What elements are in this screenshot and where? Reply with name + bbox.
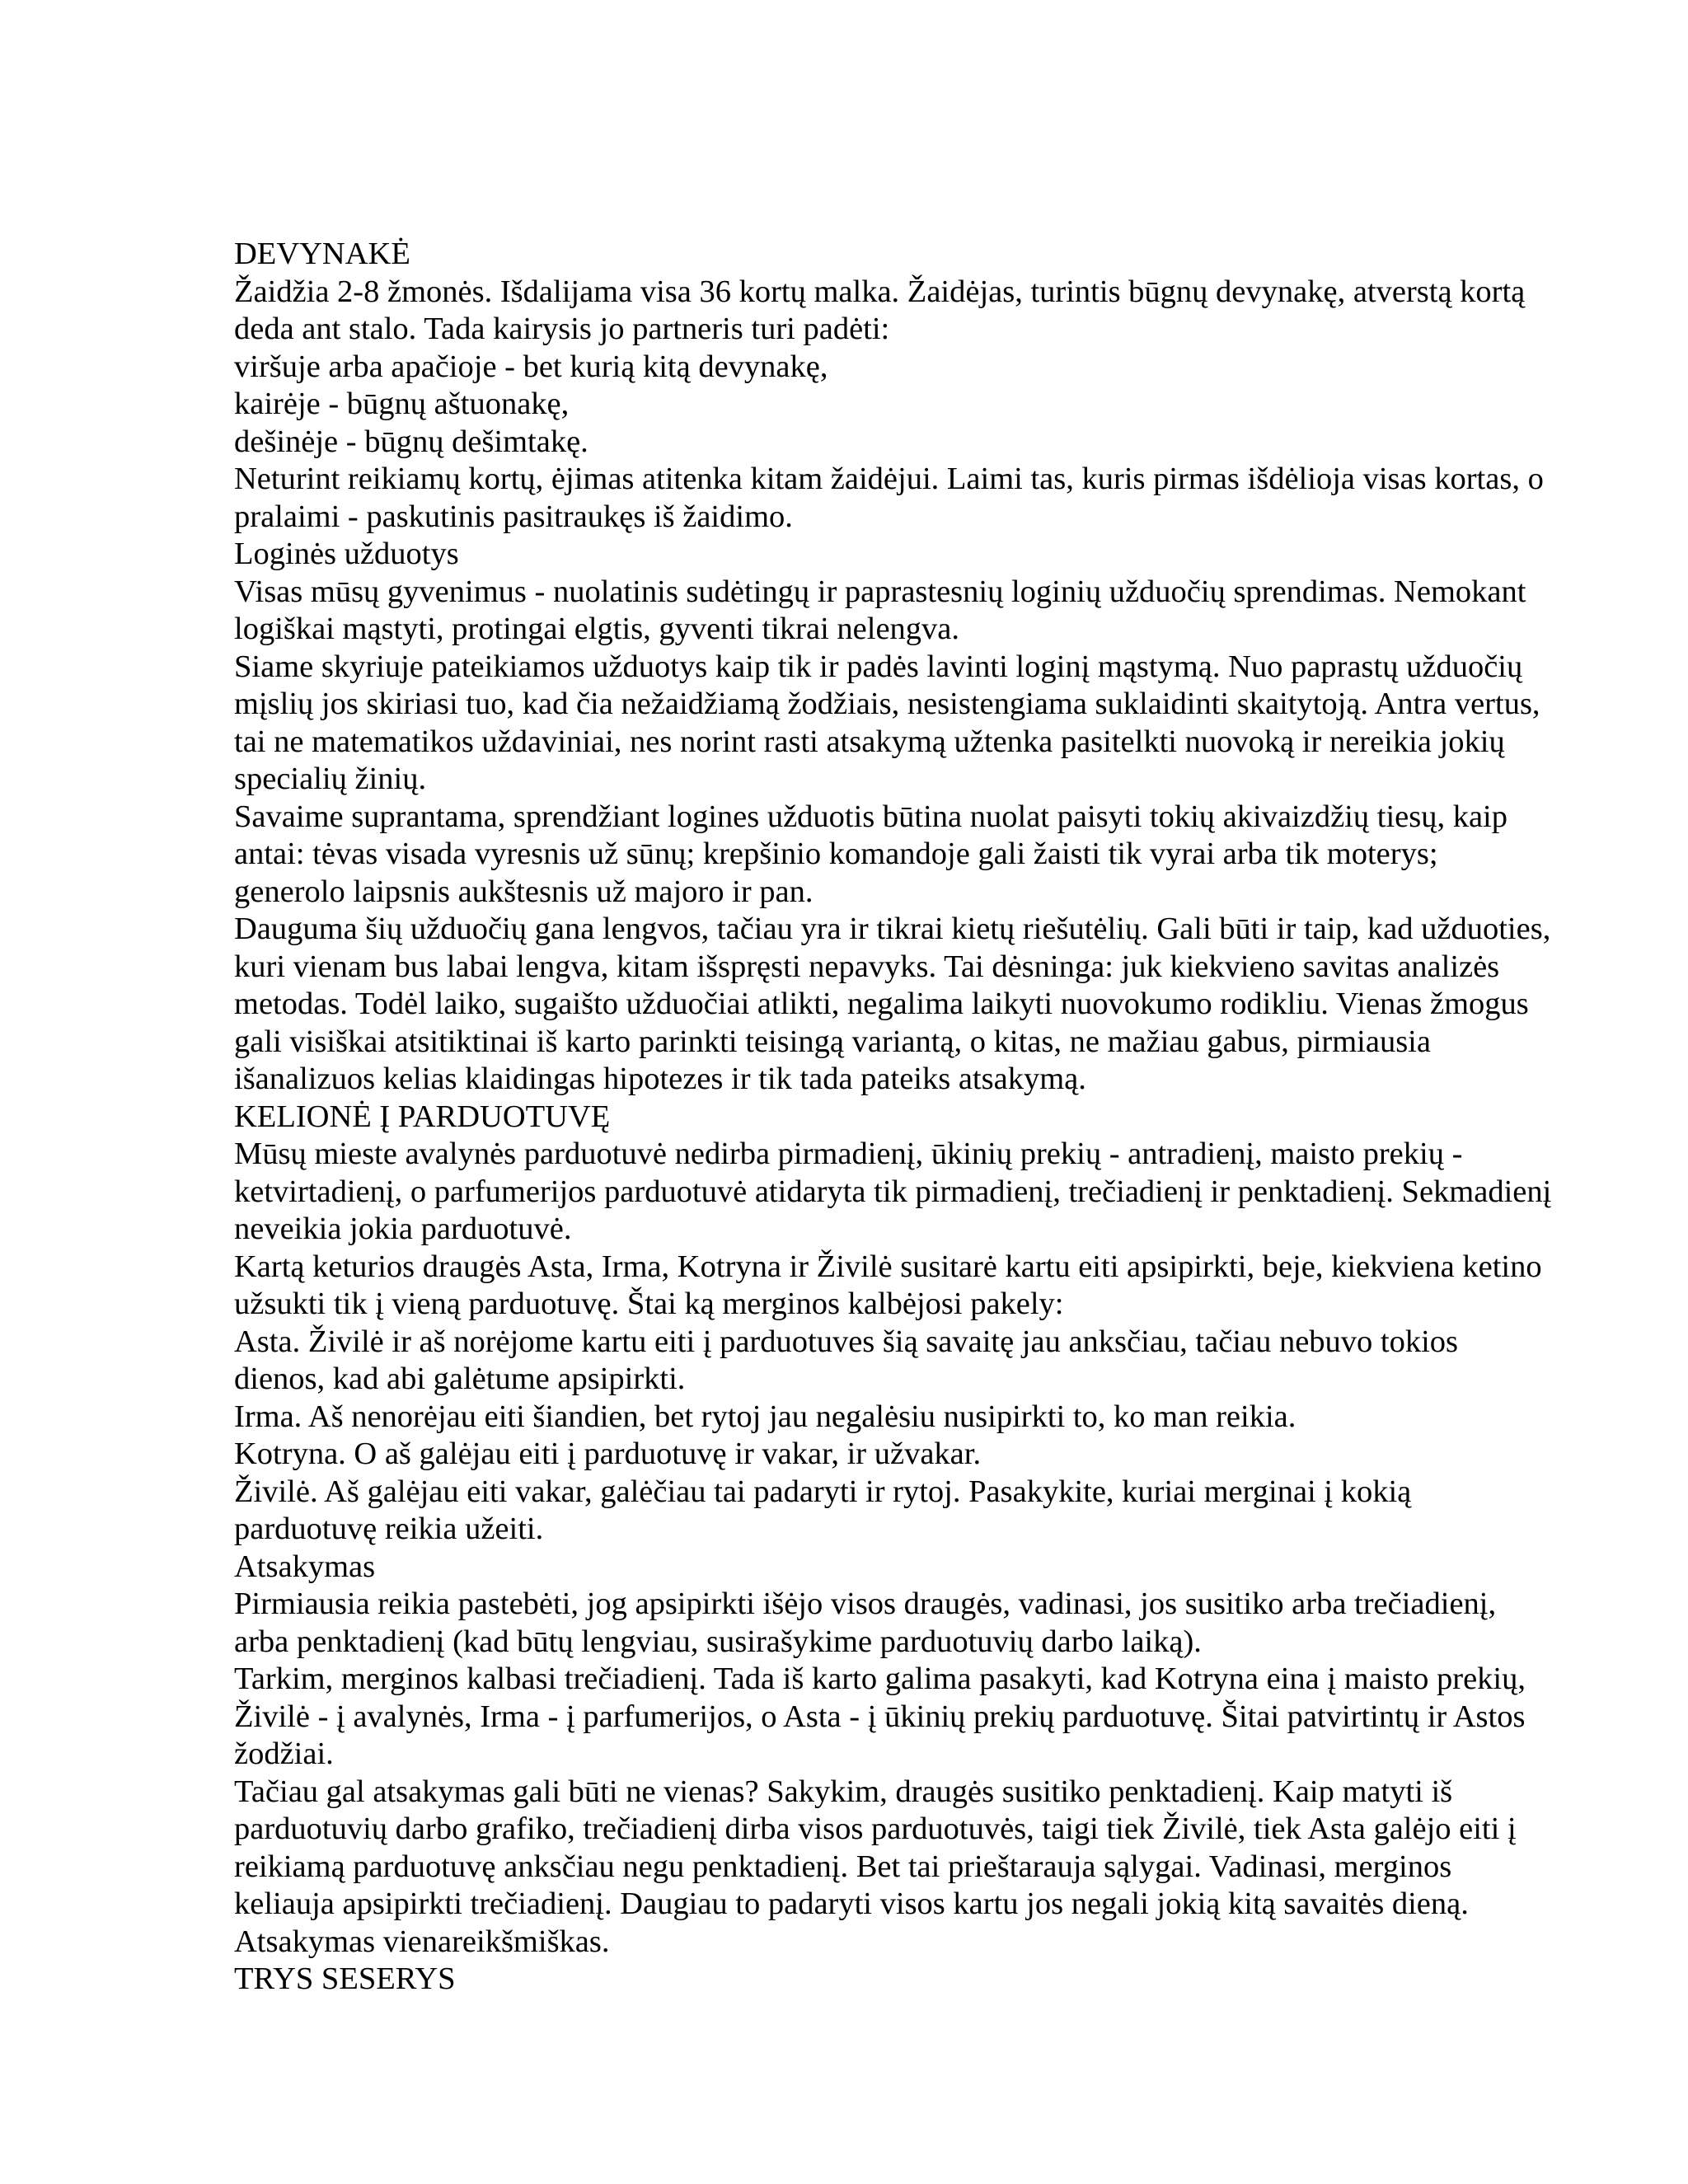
- text-line: Živilė - į avalynės, Irma - į parfumerijos, o Asta - į ūkinių prekių parduotuvę. Šitai patvirtintų ir Astos: [234, 1699, 1526, 1734]
- document-page: [234, 236, 1635, 1999]
- heading-devynake: DEVYNAKĖ: [234, 237, 410, 271]
- text-line: dešinėje - būgnų dešimtakę.: [234, 424, 588, 459]
- text-line: išanalizuos kelias klaidingas hipotezes ir tik tada pateiks atsakymą.: [234, 1062, 1086, 1096]
- text-line: viršuje arba apačioje - bet kurią kitą devynakę,: [234, 349, 828, 384]
- text-line: tai ne matematikos uždaviniai, nes norint rasti atsakymą užtenka pasitelkti nuovoką ir nereikia jokių: [234, 724, 1505, 759]
- text-line: Asta. Živilė ir aš norėjome kartu eiti į parduotuves šią savaitę jau anksčiau, tačiau nebuvo tokios: [234, 1324, 1459, 1359]
- text-line: Pirmiausia reikia pastebėti, jog apsipirkti išėjo visos draugės, vadinasi, jos susitiko arba trečiadienį,: [234, 1586, 1497, 1621]
- text-line: Neturint reikiamų kortų, ėjimas atitenka kitam žaidėjui. Laimi tas, kuris pirmas išdėlioja visas kortas, o: [234, 462, 1544, 496]
- text-line: parduotuvių darbo grafiko, trečiadienį dirba visos parduotuvės, taigi tiek Živilė, tiek Asta galėjo eiti į: [234, 1811, 1517, 1846]
- text-line: Kotryna. O aš galėjau eiti į parduotuvę ir vakar, ir užvakar.: [234, 1436, 982, 1471]
- text-line: keliauja apsipirkti trečiadienį. Daugiau to padaryti visos kartu jos negali jokią kitą savaitės dieną.: [234, 1886, 1469, 1921]
- text-line: Savaime suprantama, sprendžiant logines užduotis būtina nuolat paisyti tokių akivaizdžių tiesų, kaip: [234, 799, 1508, 834]
- text-line: gali visiškai atsitiktinai iš karto parinkti teisingą variantą, o kitas, ne mažiau gabus, pirmiausia: [234, 1024, 1431, 1059]
- text-line: kairėje - būgnų aštuonakę,: [234, 387, 570, 421]
- text-line: generolo laipsnis aukštesnis už majoro ir pan.: [234, 874, 814, 909]
- heading-kelione-i-parduotuve: KELIONĖ Į PARDUOTUVĘ: [234, 1099, 611, 1134]
- text-line: Visas mūsų gyvenimus - nuolatinis sudėtingų ir paprastesnių loginių užduočių sprendimas. Nemokant: [234, 574, 1526, 609]
- text-line: žodžiai.: [234, 1736, 334, 1771]
- text-line: antai: tėvas visada vyresnis už sūnų; krepšinio komandoje gali žaisti tik vyrai arba tik moterys;: [234, 837, 1438, 871]
- text-line: deda ant stalo. Tada kairysis jo partneris turi padėti:: [234, 312, 890, 346]
- text-line: ketvirtadienį, o parfumerijos parduotuvė atidaryta tik pirmadienį, trečiadienį ir penktadienį. Sekmadienį: [234, 1174, 1552, 1209]
- text-line: parduotuvę reikia užeiti.: [234, 1511, 544, 1546]
- text-line: Mūsų mieste avalynės parduotuvė nedirba pirmadienį, ūkinių prekių - antradienį, maisto prekių -: [234, 1137, 1463, 1171]
- text-line: Tarkim, merginos kalbasi trečiadienį. Tada iš karto galima pasakyti, kad Kotryna eina į maisto prekių,: [234, 1661, 1526, 1696]
- text-line: metodas. Todėl laiko, sugaišto užduočiai atlikti, negalima laikyti nuovokumo rodikliu. Vienas žmogus: [234, 987, 1529, 1021]
- text-line: Tačiau gal atsakymas gali būti ne vienas? Sakykim, draugės susitiko penktadienį. Kaip matyti iš: [234, 1774, 1453, 1809]
- text-line: pralaimi - paskutinis pasitraukęs iš žaidimo.: [234, 499, 793, 534]
- text-line: Irma. Aš nenorėjau eiti šiandien, bet rytoj jau negalėsiu nusipirkti to, ko man reikia.: [234, 1399, 1296, 1434]
- heading-atsakymas: Atsakymas: [234, 1549, 376, 1584]
- text-line: Žaidžia 2-8 žmonės. Išdalijama visa 36 kortų malka. Žaidėjas, turintis būgnų devynakę, atverstą kortą: [234, 274, 1526, 309]
- text-line: Živilė. Aš galėjau eiti vakar, galėčiau tai padaryti ir rytoj. Pasakykite, kuriai merginai į kokią: [234, 1474, 1412, 1509]
- text-line: Atsakymas vienareikšmiškas.: [234, 1924, 610, 1959]
- text-line: specialių žinių.: [234, 762, 427, 796]
- text-line: dienos, kad abi galėtume apsipirkti.: [234, 1361, 686, 1396]
- text-line: Dauguma šių užduočių gana lengvos, tačiau yra ir tikrai kietų riešutėlių. Gali būti ir taip, kad užduoties,: [234, 912, 1551, 946]
- text-line: arba penktadienį (kad būtų lengviau, susirašykime parduotuvių darbo laiką).: [234, 1624, 1202, 1659]
- text-line: mįslių jos skiriasi tuo, kad čia nežaidžiamą žodžiais, nesistengiama suklaidinti skaitytoją. Antra vertus,: [234, 687, 1540, 721]
- text-line: užsukti tik į vieną parduotuvę. Štai ką merginos kalbėjosi pakely:: [234, 1286, 1064, 1321]
- text-line: kuri vienam bus labai lengva, kitam išspręsti nepavyks. Tai dėsninga: juk kiekvieno savitas analizės: [234, 949, 1500, 984]
- heading-trys-seserys: TRYS SESERYS: [234, 1961, 456, 1996]
- text-line: Siame skyriuje pateikiamos užduotys kaip tik ir padės lavinti loginį mąstymą. Nuo paprastų užduočių: [234, 649, 1523, 684]
- text-line: reikiamą parduotuvę anksčiau negu penktadienį. Bet tai prieštarauja sąlygai. Vadinasi, merginos: [234, 1849, 1452, 1884]
- heading-logines-uzduotys: Loginės užduotys: [234, 537, 459, 571]
- text-line: logiškai mąstyti, protingai elgtis, gyventi tikrai nelengva.: [234, 612, 959, 646]
- text-line: Kartą keturios draugės Asta, Irma, Kotryna ir Živilė susitarė kartu eiti apsipirkti, beje, kiekviena ketino: [234, 1249, 1542, 1284]
- text-line: neveikia jokia parduotuvė.: [234, 1212, 572, 1246]
